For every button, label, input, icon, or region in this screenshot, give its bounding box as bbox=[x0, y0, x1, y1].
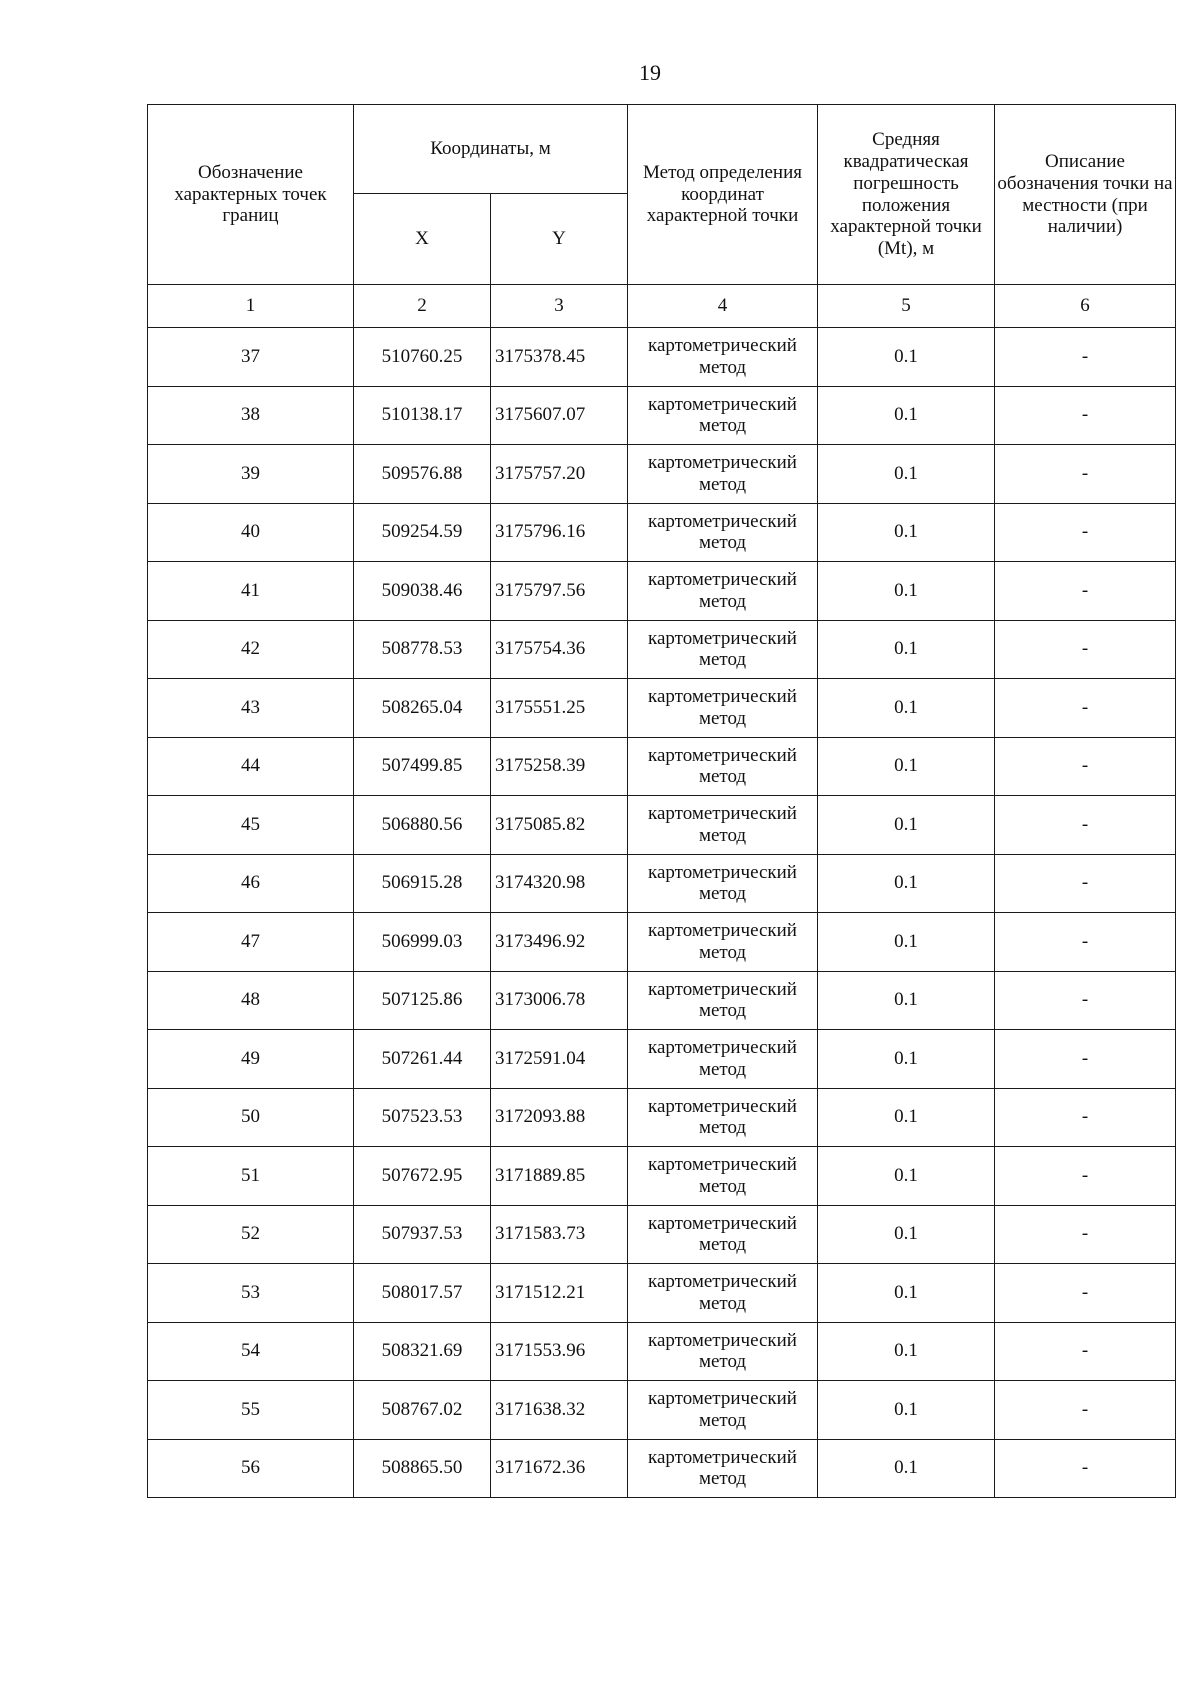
cell-y: 3174320.98 bbox=[491, 854, 628, 913]
cell-y: 3171512.21 bbox=[491, 1264, 628, 1323]
cell-method: картометрический метод bbox=[628, 1264, 818, 1323]
cell-description: - bbox=[995, 503, 1176, 562]
cell-x: 508321.69 bbox=[354, 1322, 491, 1381]
cell-mt: 0.1 bbox=[818, 737, 995, 796]
cell-description: - bbox=[995, 796, 1176, 855]
table-row bbox=[148, 796, 1176, 855]
cell-x: 508865.50 bbox=[354, 1439, 491, 1498]
cell-point: 46 bbox=[148, 854, 354, 913]
cell-y: 3175797.56 bbox=[491, 562, 628, 621]
cell-description: - bbox=[995, 971, 1176, 1030]
table-row bbox=[148, 1088, 1176, 1147]
cell-x: 507672.95 bbox=[354, 1147, 491, 1206]
cell-method: картометрический метод bbox=[628, 913, 818, 972]
table-row bbox=[148, 854, 1176, 913]
cell-point: 42 bbox=[148, 620, 354, 679]
cell-mt: 0.1 bbox=[818, 386, 995, 445]
cell-mt: 0.1 bbox=[818, 1381, 995, 1440]
cell-point: 43 bbox=[148, 679, 354, 738]
cell-x: 508767.02 bbox=[354, 1381, 491, 1440]
column-number-row bbox=[148, 285, 1176, 328]
cell-description: - bbox=[995, 1030, 1176, 1089]
coordinates-table bbox=[147, 104, 1176, 1498]
cell-y: 3175551.25 bbox=[491, 679, 628, 738]
table-row bbox=[148, 679, 1176, 738]
cell-point: 47 bbox=[148, 913, 354, 972]
table-row bbox=[148, 1381, 1176, 1440]
cell-description: - bbox=[995, 386, 1176, 445]
header-coordinates: Координаты, м bbox=[354, 105, 628, 194]
cell-y: 3173496.92 bbox=[491, 913, 628, 972]
cell-mt: 0.1 bbox=[818, 1088, 995, 1147]
column-number: 6 bbox=[995, 285, 1176, 328]
cell-description: - bbox=[995, 1205, 1176, 1264]
header-error: Средняя квадратическая погрешность положения характерной точки (Mt), м bbox=[818, 105, 995, 285]
cell-mt: 0.1 bbox=[818, 445, 995, 504]
cell-y: 3175258.39 bbox=[491, 737, 628, 796]
table-row bbox=[148, 445, 1176, 504]
table-row bbox=[148, 1030, 1176, 1089]
cell-method: картометрический метод bbox=[628, 1088, 818, 1147]
cell-method: картометрический метод bbox=[628, 328, 818, 387]
cell-mt: 0.1 bbox=[818, 679, 995, 738]
cell-point: 52 bbox=[148, 1205, 354, 1264]
cell-mt: 0.1 bbox=[818, 796, 995, 855]
cell-point: 49 bbox=[148, 1030, 354, 1089]
cell-point: 50 bbox=[148, 1088, 354, 1147]
cell-x: 510760.25 bbox=[354, 328, 491, 387]
cell-description: - bbox=[995, 737, 1176, 796]
table-row bbox=[148, 620, 1176, 679]
cell-mt: 0.1 bbox=[818, 1322, 995, 1381]
page-number: 19 bbox=[639, 60, 661, 85]
cell-method: картометрический метод bbox=[628, 737, 818, 796]
table-row bbox=[148, 913, 1176, 972]
cell-x: 506999.03 bbox=[354, 913, 491, 972]
cell-point: 54 bbox=[148, 1322, 354, 1381]
cell-y: 3175757.20 bbox=[491, 445, 628, 504]
cell-y: 3175607.07 bbox=[491, 386, 628, 445]
cell-y: 3172093.88 bbox=[491, 1088, 628, 1147]
cell-point: 51 bbox=[148, 1147, 354, 1206]
column-number: 3 bbox=[491, 285, 628, 328]
cell-method: картометрический метод bbox=[628, 1381, 818, 1440]
table-header bbox=[148, 105, 1176, 328]
column-number: 4 bbox=[628, 285, 818, 328]
table-row bbox=[148, 386, 1176, 445]
cell-point: 41 bbox=[148, 562, 354, 621]
column-number: 1 bbox=[148, 285, 354, 328]
cell-x: 509038.46 bbox=[354, 562, 491, 621]
cell-y: 3172591.04 bbox=[491, 1030, 628, 1089]
cell-point: 55 bbox=[148, 1381, 354, 1440]
cell-mt: 0.1 bbox=[818, 1439, 995, 1498]
cell-point: 37 bbox=[148, 328, 354, 387]
cell-method: картометрический метод bbox=[628, 971, 818, 1030]
cell-description: - bbox=[995, 1439, 1176, 1498]
cell-point: 48 bbox=[148, 971, 354, 1030]
cell-mt: 0.1 bbox=[818, 1205, 995, 1264]
cell-y: 3173006.78 bbox=[491, 971, 628, 1030]
column-number: 5 bbox=[818, 285, 995, 328]
cell-mt: 0.1 bbox=[818, 854, 995, 913]
cell-mt: 0.1 bbox=[818, 562, 995, 621]
cell-x: 508017.57 bbox=[354, 1264, 491, 1323]
cell-mt: 0.1 bbox=[818, 620, 995, 679]
cell-description: - bbox=[995, 620, 1176, 679]
cell-description: - bbox=[995, 913, 1176, 972]
cell-mt: 0.1 bbox=[818, 328, 995, 387]
cell-x: 507125.86 bbox=[354, 971, 491, 1030]
header-point-designation: Обозначение характерных точек границ bbox=[148, 105, 354, 285]
cell-description: - bbox=[995, 328, 1176, 387]
cell-method: картометрический метод bbox=[628, 562, 818, 621]
cell-method: картометрический метод bbox=[628, 1030, 818, 1089]
cell-point: 56 bbox=[148, 1439, 354, 1498]
cell-y: 3175378.45 bbox=[491, 328, 628, 387]
cell-mt: 0.1 bbox=[818, 1264, 995, 1323]
cell-point: 38 bbox=[148, 386, 354, 445]
cell-point: 53 bbox=[148, 1264, 354, 1323]
cell-x: 509576.88 bbox=[354, 445, 491, 504]
cell-method: картометрический метод bbox=[628, 854, 818, 913]
cell-point: 40 bbox=[148, 503, 354, 562]
cell-y: 3175754.36 bbox=[491, 620, 628, 679]
cell-mt: 0.1 bbox=[818, 971, 995, 1030]
cell-x: 507261.44 bbox=[354, 1030, 491, 1089]
table-row bbox=[148, 971, 1176, 1030]
cell-y: 3171889.85 bbox=[491, 1147, 628, 1206]
cell-y: 3175796.16 bbox=[491, 503, 628, 562]
cell-description: - bbox=[995, 1381, 1176, 1440]
cell-x: 508778.53 bbox=[354, 620, 491, 679]
cell-x: 507499.85 bbox=[354, 737, 491, 796]
table-row bbox=[148, 737, 1176, 796]
cell-y: 3171672.36 bbox=[491, 1439, 628, 1498]
cell-description: - bbox=[995, 1088, 1176, 1147]
cell-y: 3175085.82 bbox=[491, 796, 628, 855]
header-method: Метод определения координат характерной точки bbox=[628, 105, 818, 285]
coordinates-table-container bbox=[147, 104, 1175, 1498]
table-row bbox=[148, 1264, 1176, 1323]
table-row bbox=[148, 1147, 1176, 1206]
cell-x: 508265.04 bbox=[354, 679, 491, 738]
cell-mt: 0.1 bbox=[818, 913, 995, 972]
table-row bbox=[148, 1322, 1176, 1381]
cell-method: картометрический метод bbox=[628, 679, 818, 738]
cell-y: 3171553.96 bbox=[491, 1322, 628, 1381]
cell-method: картометрический метод bbox=[628, 796, 818, 855]
cell-method: картометрический метод bbox=[628, 503, 818, 562]
cell-x: 509254.59 bbox=[354, 503, 491, 562]
cell-method: картометрический метод bbox=[628, 445, 818, 504]
table-row bbox=[148, 328, 1176, 387]
cell-point: 39 bbox=[148, 445, 354, 504]
cell-description: - bbox=[995, 1147, 1176, 1206]
cell-description: - bbox=[995, 445, 1176, 504]
cell-method: картометрический метод bbox=[628, 1322, 818, 1381]
cell-method: картометрический метод bbox=[628, 1439, 818, 1498]
cell-y: 3171638.32 bbox=[491, 1381, 628, 1440]
cell-x: 510138.17 bbox=[354, 386, 491, 445]
table-body bbox=[148, 328, 1176, 1498]
cell-description: - bbox=[995, 679, 1176, 738]
table-row bbox=[148, 1205, 1176, 1264]
cell-x: 507937.53 bbox=[354, 1205, 491, 1264]
table-row bbox=[148, 562, 1176, 621]
cell-point: 45 bbox=[148, 796, 354, 855]
cell-x: 506915.28 bbox=[354, 854, 491, 913]
column-number: 2 bbox=[354, 285, 491, 328]
cell-y: 3171583.73 bbox=[491, 1205, 628, 1264]
cell-description: - bbox=[995, 1264, 1176, 1323]
cell-method: картометрический метод bbox=[628, 620, 818, 679]
cell-mt: 0.1 bbox=[818, 1147, 995, 1206]
cell-mt: 0.1 bbox=[818, 1030, 995, 1089]
header-x: X bbox=[354, 194, 491, 285]
cell-description: - bbox=[995, 854, 1176, 913]
cell-method: картометрический метод bbox=[628, 386, 818, 445]
cell-point: 44 bbox=[148, 737, 354, 796]
cell-description: - bbox=[995, 1322, 1176, 1381]
header-y: Y bbox=[491, 194, 628, 285]
cell-method: картометрический метод bbox=[628, 1147, 818, 1206]
cell-description: - bbox=[995, 562, 1176, 621]
cell-mt: 0.1 bbox=[818, 503, 995, 562]
header-description: Описание обозначения точки на местности (при наличии) bbox=[995, 105, 1176, 285]
table-row bbox=[148, 503, 1176, 562]
cell-x: 507523.53 bbox=[354, 1088, 491, 1147]
cell-method: картометрический метод bbox=[628, 1205, 818, 1264]
cell-x: 506880.56 bbox=[354, 796, 491, 855]
table-row bbox=[148, 1439, 1176, 1498]
